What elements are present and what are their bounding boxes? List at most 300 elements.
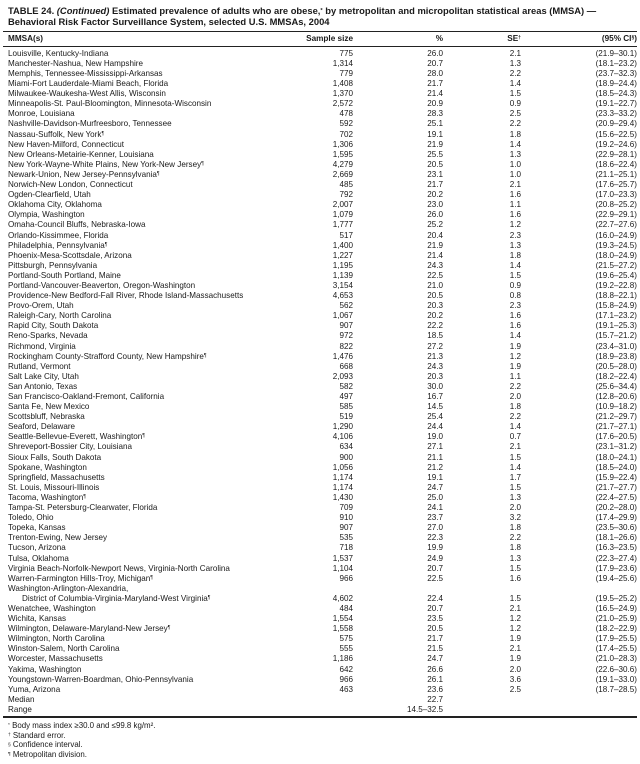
percent-cell: 27.1 [427,442,443,452]
percent-cell: 20.7 [427,58,443,68]
se-cell: 1.5 [509,482,521,492]
table-row [3,463,637,473]
table-row [3,362,637,372]
ci-cell: (21.0–25.9) [595,614,637,624]
sample-size-cell: 1,554 [332,614,353,624]
mmsa-name-cell: Philadelphia, Pennsylvania¶ [8,240,108,250]
table-row [3,412,637,422]
table-row [3,382,637,392]
sample-size-cell: 555 [339,644,353,654]
percent-cell: 22.3 [427,533,443,543]
title-continued: (Continued) [56,5,110,16]
se-cell: 2.0 [509,503,521,513]
se-cell: 1.1 [509,200,521,210]
se-cell: 1.2 [509,614,521,624]
table-row [3,119,637,129]
sample-size-cell: 3,154 [332,280,353,290]
se-cell: 1.9 [509,361,521,371]
se-cell: 2.0 [509,664,521,674]
ci-cell: (18.5–24.0) [595,462,637,472]
ci-cell: (18.9–23.8) [595,351,637,361]
ci-cell: (23.5–30.6) [595,523,637,533]
sample-size-cell: 4,653 [332,291,353,301]
table-row [3,432,637,442]
column-header-row [3,31,637,46]
mmsa-name-cell: Seattle-Bellevue-Everett, Washington¶ [8,432,145,442]
mmsa-name-cell: Springfield, Massachusetts [8,472,105,482]
percent-cell: 21.4 [427,89,443,99]
table-row [3,634,637,644]
prevalence-table [3,31,637,718]
mmsa-name-cell: Tacoma, Washington¶ [8,492,86,502]
percent-cell: 26.6 [427,664,443,674]
table-row [3,352,637,362]
sample-size-cell: 1,056 [332,462,353,472]
table-row [3,503,637,513]
sample-size-cell: 582 [339,381,353,391]
table-row [3,180,637,190]
mmsa-name-cell: Minneapolis-St. Paul-Bloomington, Minnesota-Wisconsin [8,99,212,109]
sample-size-cell: 775 [339,48,353,58]
mmsa-name-cell: Newark-Union, New Jersey-Pennsylvania¶ [8,169,160,179]
se-cell: 2.2 [509,69,521,78]
table-row [3,685,637,695]
percent-cell: 20.2 [427,190,443,200]
percent-cell: 21.7 [427,180,443,190]
se-cell: 1.7 [509,472,521,482]
se-cell: 1.5 [509,270,521,280]
sample-size-cell: 1,595 [332,149,353,159]
percent-cell: 27.2 [427,341,443,351]
mmsa-name-cell: Salt Lake City, Utah [8,371,79,381]
se-cell: 1.3 [509,553,521,563]
mmsa-name-cell: Range [3,705,299,717]
percent-cell: 24.4 [427,422,443,432]
se-cell: 2.5 [509,684,521,694]
column-header-1: Sample size [299,31,353,46]
mmsa-name-cell: Raleigh-Cary, North Carolina [8,311,112,321]
sample-size-cell: 1,314 [332,58,353,68]
se-cell: 1.8 [509,129,521,139]
sample-size-cell: 900 [339,452,353,462]
ci-cell: (20.8–25.2) [595,200,637,210]
ci-cell: (15.7–21.2) [595,331,637,341]
table-title: TABLE 24. (Continued) Estimated prevalence of adults who are obese,* by metropolitan and micropolitan statistical areas (MMSA) — Behavioral Risk Factor Surveillance System, selected U.S. MMSAs, 2004 [8,5,597,28]
se-cell: 1.8 [509,402,521,412]
se-cell: 1.6 [509,210,521,220]
column-header-0: MMSA(s) [3,31,299,46]
table-row [3,624,637,634]
sample-size-cell: 634 [339,442,353,452]
ci-cell: (17.4–29.9) [595,513,637,523]
mmsa-name-cell: San Antonio, Texas [8,381,78,391]
sample-size-cell: 497 [339,392,353,401]
se-cell: 1.3 [509,240,521,250]
ci-cell: (22.6–30.6) [595,664,637,674]
ci-cell: (22.3–27.4) [595,553,637,563]
mmsa-name-cell: Shreveport-Bossier City, Louisiana [8,442,133,452]
percent-cell: 21.4 [427,250,443,260]
mmsa-name-cell: Virginia Beach-Norfolk-Newport News, Virginia-North Carolina [8,563,230,573]
se-cell: 1.9 [509,634,521,644]
table-row [3,554,637,564]
table-row [3,392,637,402]
mmsa-name-cell: Milwaukee-Waukesha-West Allis, Wisconsin [8,89,166,99]
se-cell: 2.5 [509,109,521,119]
percent-cell: 28.3 [427,109,443,119]
mmsa-name-cell: Richmond, Virginia [8,341,76,351]
ci-cell: (21.7–27.7) [595,482,637,492]
se-cell: 1.6 [509,311,521,321]
percent-cell: 28.0 [427,69,443,78]
ci-cell: (21.1–25.1) [595,169,637,179]
sample-size-cell: 519 [339,412,353,422]
percent-cell: 23.7 [427,513,443,523]
mmsa-name-cell: Tampa-St. Petersburg-Clearwater, Florida [8,503,158,513]
mmsa-name-cell: Nassau-Suffolk, New York¶ [8,129,105,139]
sample-size-cell: 4,602 [332,593,353,603]
sample-size-cell: 709 [339,503,353,513]
sample-size-cell: 702 [339,129,353,139]
table-row [3,473,637,483]
ci-cell: (17.9–23.6) [595,563,637,573]
ci-cell: (17.1–23.2) [595,311,637,321]
sample-size-cell: 822 [339,341,353,351]
se-cell: 2.2 [509,119,521,129]
se-cell: 2.2 [509,412,521,422]
mmsa-name-cell: Toledo, Ohio [8,513,54,523]
table-row [3,261,637,271]
ci-cell: (17.9–25.5) [595,634,637,644]
mmsa-name-cell: Warren-Farmington Hills-Troy, Michigan¶ [8,573,153,583]
ci-cell: (20.9–29.4) [595,119,637,129]
mmsa-name-cell: Orlando-Kissimmee, Florida [8,230,109,240]
se-cell: 1.4 [509,422,521,432]
mmsa-name-cell: Monroe, Louisiana [8,109,75,119]
table-row [3,604,637,614]
se-cell: 2.0 [509,392,521,401]
sample-size-cell: 2,007 [332,200,353,210]
se-cell: 2.1 [509,603,521,613]
percent-cell: 22.4 [427,593,443,603]
sample-size-cell: 966 [339,674,353,684]
table-row [3,251,637,261]
ci-cell: (17.4–25.5) [595,644,637,654]
se-cell: 1.2 [509,220,521,230]
sample-size-cell: 779 [339,69,353,78]
mmsa-name-cell: Manchester-Nashua, New Hampshire [8,58,143,68]
table-row [3,695,637,705]
ci-cell: (18.8–22.1) [595,291,637,301]
percent-cell: 26.0 [427,210,443,220]
ci-cell: (25.6–34.4) [595,381,637,391]
footnote-line: § Confidence interval. [8,740,83,750]
percent-cell: 30.0 [427,381,443,391]
se-cell: 2.1 [509,48,521,58]
footnote-line: † Standard error. [8,730,66,740]
percent-cell: 20.2 [427,311,443,321]
percent-cell: 24.3 [427,260,443,270]
table-row [3,442,637,452]
ci-cell: (23.3–33.2) [595,109,637,119]
sample-size-cell: 1,558 [332,624,353,634]
percent-cell: 22.7 [427,694,443,704]
table-row [3,231,637,241]
se-cell: 2.1 [509,442,521,452]
table-row [3,665,637,675]
footnote-line: ¶ Metropolitan division. [8,750,87,760]
ci-cell: (23.1–31.2) [595,442,637,452]
ci-cell: (16.5–24.9) [595,603,637,613]
sample-size-cell: 4,106 [332,432,353,442]
se-cell: 1.4 [509,331,521,341]
sample-size-cell: 1,537 [332,553,353,563]
percent-cell: 21.5 [427,644,443,654]
percent-cell: 25.2 [427,220,443,230]
se-cell: 3.2 [509,513,521,523]
percent-cell: 25.1 [427,119,443,129]
se-cell [443,705,521,717]
mmsa-name-cell: New Orleans-Metairie-Kenner, Louisiana [8,149,154,159]
table-row [3,523,637,533]
percent-cell: 19.0 [427,432,443,442]
table-row [3,170,637,180]
ci-cell: (23.7–32.3) [595,69,637,78]
sample-size-cell: 463 [339,684,353,694]
ci-cell: (19.1–25.3) [595,321,637,331]
percent-cell: 20.5 [427,159,443,169]
ci-cell: (22.9–28.1) [595,149,637,159]
sample-size-cell: 972 [339,331,353,341]
percent-cell: 22.5 [427,270,443,280]
se-cell: 2.2 [509,381,521,391]
se-cell: 0.9 [509,99,521,109]
table-row [3,422,637,432]
mmsa-name-cell: Yuma, Arizona [8,684,61,694]
percent-cell: 21.1 [427,452,443,462]
se-cell: 1.9 [509,654,521,664]
sample-size-cell: 1,227 [332,250,353,260]
sample-size-cell: 1,174 [332,472,353,482]
percent-cell: 27.0 [427,523,443,533]
percent-cell: 19.1 [427,472,443,482]
mmsa-name-cell: Scottsbluff, Nebraska [8,412,85,422]
percent-cell: 20.3 [427,371,443,381]
ci-cell: (20.5–28.0) [595,361,637,371]
percent-cell: 19.1 [427,129,443,139]
se-cell: 2.1 [509,180,521,190]
ci-cell: (15.9–22.4) [595,472,637,482]
sample-size-cell: 585 [339,402,353,412]
mmsa-name-cell: Sioux Falls, South Dakota [8,452,102,462]
mmsa-name-cell: Yakima, Washington [8,664,82,674]
percent-cell: 20.5 [427,291,443,301]
table-row [3,453,637,463]
table-row [3,675,637,685]
table-row [3,200,637,210]
se-cell: 0.8 [509,291,521,301]
mmsa-name-cell: Washington-Arlington-Alexandria, District of Columbia-Virginia-Maryland-West Virginia¶ [8,583,211,603]
mmsa-name-cell: Winston-Salem, North Carolina [8,644,120,654]
mmsa-name-cell: New York-Wayne-White Plains, New York-New Jersey¶ [8,159,204,169]
se-cell: 1.8 [509,543,521,553]
table-row [3,321,637,331]
ci-cell: (18.7–28.5) [595,684,637,694]
table-row [3,89,637,99]
mmsa-name-cell: San Francisco-Oakland-Fremont, California [8,392,165,401]
ci-cell: (19.5–25.2) [595,593,637,603]
table-row [3,46,637,59]
ci-cell: (19.6–25.4) [595,270,637,280]
table-row [3,301,637,311]
mmsa-name-cell: Tucson, Arizona [8,543,66,553]
percent-cell: 14.5 [427,402,443,412]
se-cell: 1.6 [509,190,521,200]
percent-cell: 14.5–32.5 [353,705,443,717]
ci-cell: (16.0–24.9) [595,230,637,240]
ci-cell: (19.3–24.5) [595,240,637,250]
sample-size-cell: 1,408 [332,79,353,89]
table-row [3,160,637,170]
table-row [3,584,637,604]
mmsa-name-cell: Reno-Sparks, Nevada [8,331,88,341]
ci-cell: (19.1–33.0) [595,674,637,684]
mmsa-name-cell: Omaha-Council Bluffs, Nebraska-Iowa [8,220,146,230]
table-row [3,69,637,79]
ci-cell: (19.4–25.6) [595,573,637,583]
se-cell: 2.3 [509,230,521,240]
percent-cell: 20.5 [427,624,443,634]
sample-size-cell: 718 [339,543,353,553]
ci-cell [521,705,637,717]
table-row [3,513,637,523]
ci-cell: (18.2–22.9) [595,624,637,634]
footnote-line: * Body mass index ≥30.0 and ≤99.8 kg/m². [8,721,156,730]
sample-size-cell: 517 [339,230,353,240]
mmsa-name-cell: Seaford, Delaware [8,422,76,432]
sample-size-cell: 2,572 [332,99,353,109]
ci-cell: (18.1–26.6) [595,533,637,543]
mmsa-name-cell: Portland-Vancouver-Beaverton, Oregon-Washington [8,280,196,290]
se-cell: 2.1 [509,644,521,654]
percent-cell: 24.1 [427,503,443,513]
ci-cell: (15.6–22.5) [595,129,637,139]
se-cell: 1.5 [509,593,521,603]
percent-cell: 21.7 [427,634,443,644]
mmsa-name-cell: Wilmington, Delaware-Maryland-New Jersey¶ [8,624,171,634]
se-cell: 1.5 [509,563,521,573]
sample-size-cell: 1,195 [332,260,353,270]
ci-cell: (23.4–31.0) [595,341,637,351]
sample-size-cell: 1,186 [332,654,353,664]
ci-cell: (19.2–24.6) [595,139,637,149]
percent-cell: 26.0 [427,48,443,58]
se-cell: 1.8 [509,250,521,260]
sample-size-cell: 1,139 [332,270,353,280]
sample-size-cell: 907 [339,523,353,533]
mmsa-name-cell: Trenton-Ewing, New Jersey [8,533,108,543]
percent-cell: 21.9 [427,240,443,250]
percent-cell: 21.2 [427,462,443,472]
sample-size-cell: 792 [339,190,353,200]
mmsa-name-cell: Wichita, Kansas [8,614,67,624]
mmsa-name-cell: Memphis, Tennessee-Mississippi-Arkansas [8,69,163,78]
se-cell: 1.0 [509,159,521,169]
table-row [3,291,637,301]
sample-size-cell: 1,430 [332,492,353,502]
se-cell: 1.2 [509,624,521,634]
table-row [3,705,637,717]
sample-size-cell: 1,067 [332,311,353,321]
se-cell: 1.4 [509,139,521,149]
table-row [3,79,637,89]
sample-size-cell: 1,104 [332,563,353,573]
table-row [3,241,637,251]
mmsa-name-cell: Rapid City, South Dakota [8,321,99,331]
mmsa-name-cell: Provo-Orem, Utah [8,301,74,311]
ci-cell: (17.6–25.7) [595,180,637,190]
se-cell: 1.6 [509,321,521,331]
percent-cell: 20.4 [427,230,443,240]
ci-cell: (16.3–23.5) [595,543,637,553]
table-row [3,483,637,493]
mmsa-name-cell: Miami-Fort Lauderdale-Miami Beach, Florida [8,79,169,89]
sample-size-cell: 642 [339,664,353,674]
ci-cell: (18.9–24.4) [595,79,637,89]
mmsa-name-cell: Median [8,694,35,704]
mmsa-name-cell: Olympia, Washington [8,210,85,220]
mmsa-name-cell: Ogden-Clearfield, Utah [8,190,91,200]
ci-cell: (21.9–30.1) [595,48,637,58]
sample-size-cell: 907 [339,321,353,331]
se-cell: 1.2 [509,351,521,361]
sample-size-cell: 966 [339,573,353,583]
sample-size-cell: 1,306 [332,139,353,149]
ci-cell: (18.0–24.9) [595,250,637,260]
percent-cell: 19.9 [427,543,443,553]
percent-cell: 24.7 [427,654,443,664]
percent-cell: 24.3 [427,361,443,371]
ci-cell: (18.2–22.4) [595,371,637,381]
sample-size-cell: 1,079 [332,210,353,220]
ci-cell: (15.8–24.9) [595,301,637,311]
table-row [3,130,637,140]
table-row [3,150,637,160]
table-row [3,140,637,150]
percent-cell: 22.5 [427,573,443,583]
mmsa-name-cell: Rutland, Vermont [8,361,71,371]
ci-cell: (22.7–27.6) [595,220,637,230]
percent-cell: 21.7 [427,79,443,89]
se-cell: 1.5 [509,89,521,99]
ci-cell: (21.5–27.2) [595,260,637,270]
sample-size-cell: 478 [339,109,353,119]
sample-size-cell: 1,476 [332,351,353,361]
ci-cell: (10.9–18.2) [595,402,637,412]
percent-cell: 26.1 [427,674,443,684]
se-cell: 1.3 [509,58,521,68]
sample-size-cell: 484 [339,603,353,613]
se-cell: 3.6 [509,674,521,684]
se-cell: 1.4 [509,462,521,472]
ci-cell: (18.6–22.4) [595,159,637,169]
table-row [3,281,637,291]
table-row [3,311,637,321]
percent-cell: 25.0 [427,492,443,502]
se-cell: 1.4 [509,260,521,270]
percent-cell: 21.9 [427,139,443,149]
mmsa-name-cell: Portland-South Portland, Maine [8,270,121,280]
